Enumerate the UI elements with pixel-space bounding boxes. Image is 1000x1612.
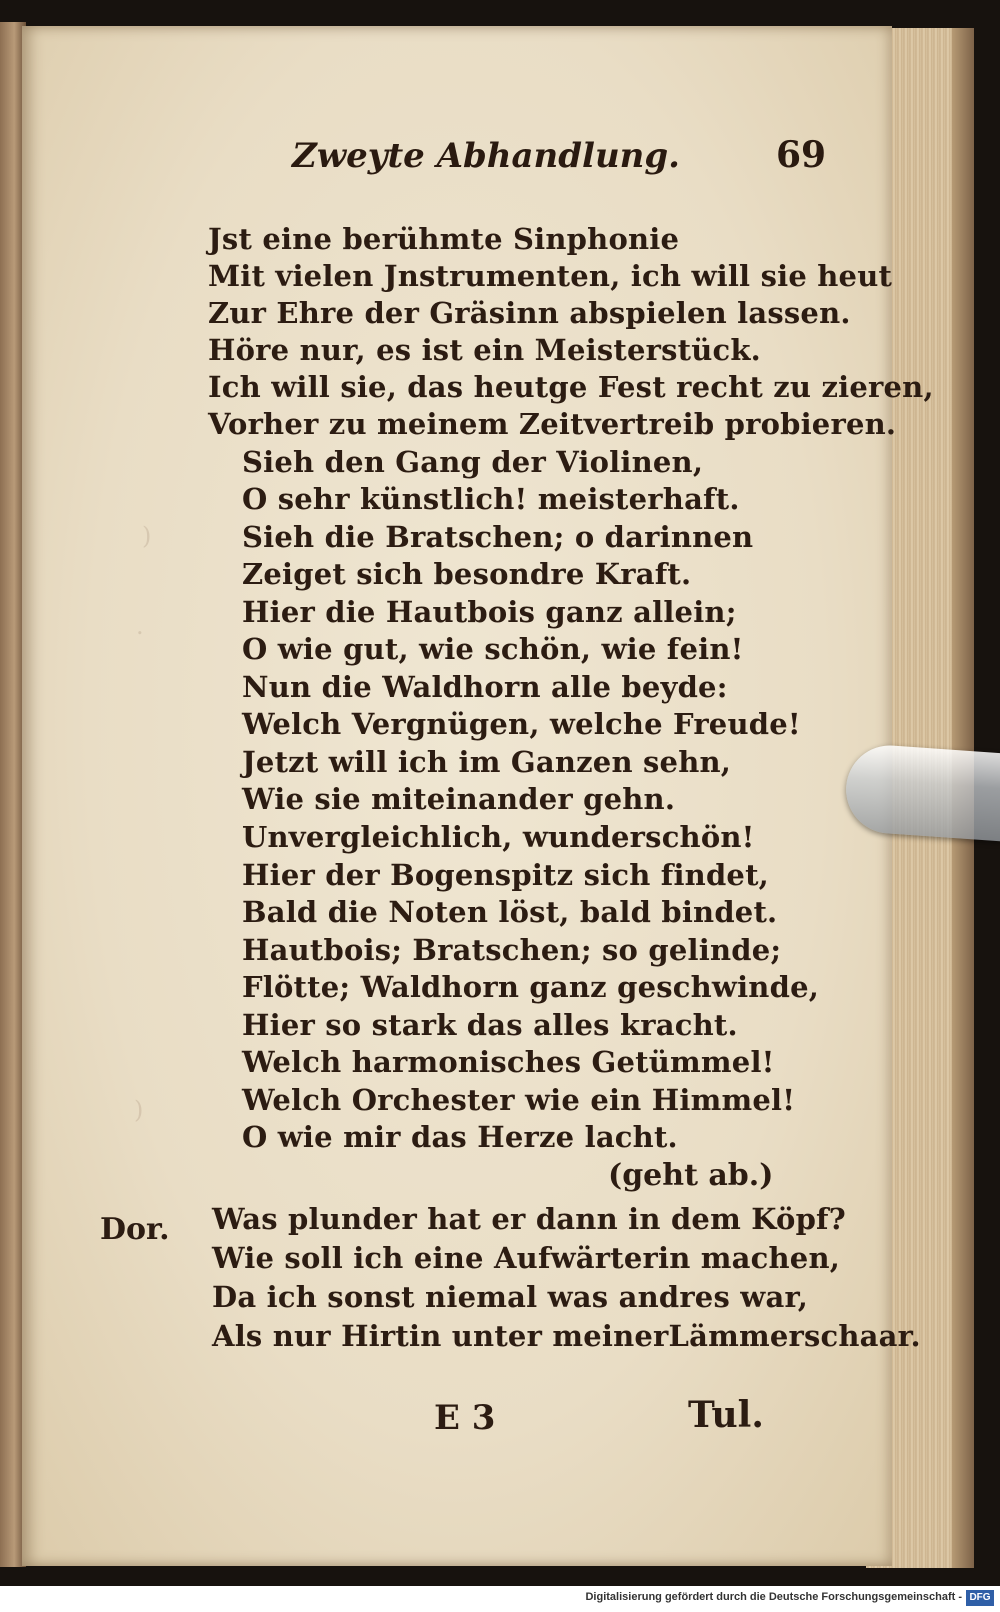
verse-line: Höre nur, es ist ein Meisterstück. [208, 333, 761, 367]
credit-text: Digitalisierung gefördert durch die Deutsche Forschungsgemeinschaft - [585, 1591, 962, 1603]
verse-line: Sieh die Bratschen; o darinnen [242, 520, 754, 554]
verse-line: Vorher zu meinem Zeitvertreib probieren. [208, 407, 897, 441]
verse-line: O sehr künstlich! meisterhaft. [242, 482, 740, 516]
verse-line: Zeiget sich besondre Kraft. [242, 557, 692, 591]
verse-line: Hier der Bogenspitz sich findet, [242, 858, 769, 892]
page-number: 69 [776, 134, 827, 176]
verse-line: Mit vielen Jnstrumenten, ich will sie heut [208, 259, 893, 293]
verse-line: Welch harmonisches Getümmel! [242, 1045, 775, 1079]
verse-line: Sieh den Gang der Violinen, [242, 445, 704, 479]
running-head: Zweyte Abhandlung. [292, 136, 681, 176]
speech-line: Da ich sonst niemal was andres war, [212, 1280, 809, 1314]
verse-line: O wie gut, wie schön, wie fein! [242, 632, 744, 666]
bleed-through: ) [142, 522, 152, 550]
verse-line: Welch Vergnügen, welche Freude! [242, 707, 801, 741]
signature-mark: E 3 [434, 1398, 496, 1438]
book-page [22, 26, 934, 1566]
verse-line: Unvergleichlich, wunderschön! [242, 820, 755, 854]
speech-line: Wie soll ich eine Aufwärterin machen, [212, 1241, 841, 1275]
credit-bar [0, 1586, 1000, 1612]
verse-line: Bald die Noten löst, bald bindet. [242, 895, 778, 929]
speech-line: Als nur Hirtin unter meinerLämmerschaar. [212, 1319, 921, 1353]
dfg-logo: DFG [966, 1590, 994, 1606]
verse-line: Jetzt will ich im Ganzen sehn, [242, 745, 732, 779]
verse-line: Nun die Waldhorn alle beyde: [242, 670, 728, 704]
speech-line: Was plunder hat er dann in dem Köpf? [212, 1202, 846, 1236]
verse-line: O wie mir das Herze lacht. [242, 1120, 678, 1154]
verse-line: Ich will sie, das heutge Fest recht zu zieren, [208, 370, 934, 404]
verse-line: Hautbois; Bratschen; so gelinde; [242, 933, 782, 967]
verse-line: Hier die Hautbois ganz allein; [242, 595, 737, 629]
bleed-through: . [136, 612, 144, 640]
catchword: Tul. [688, 1394, 764, 1436]
speaker-label: Dor. [100, 1212, 170, 1247]
verse-line: Zur Ehre der Gräsinn abspielen lassen. [208, 296, 851, 330]
verse-line: Welch Orchester wie ein Himmel! [242, 1083, 796, 1117]
verse-line: Jst eine berühmte Sinphonie [208, 222, 680, 256]
verse-line: Flötte; Waldhorn ganz geschwinde, [242, 970, 820, 1004]
stage-direction: (geht ab.) [608, 1158, 774, 1193]
verse-line: Hier so stark das alles kracht. [242, 1008, 738, 1042]
verse-line: Wie sie miteinander gehn. [242, 782, 676, 816]
page-clip [843, 743, 1000, 842]
bleed-through: ) [134, 1096, 144, 1124]
